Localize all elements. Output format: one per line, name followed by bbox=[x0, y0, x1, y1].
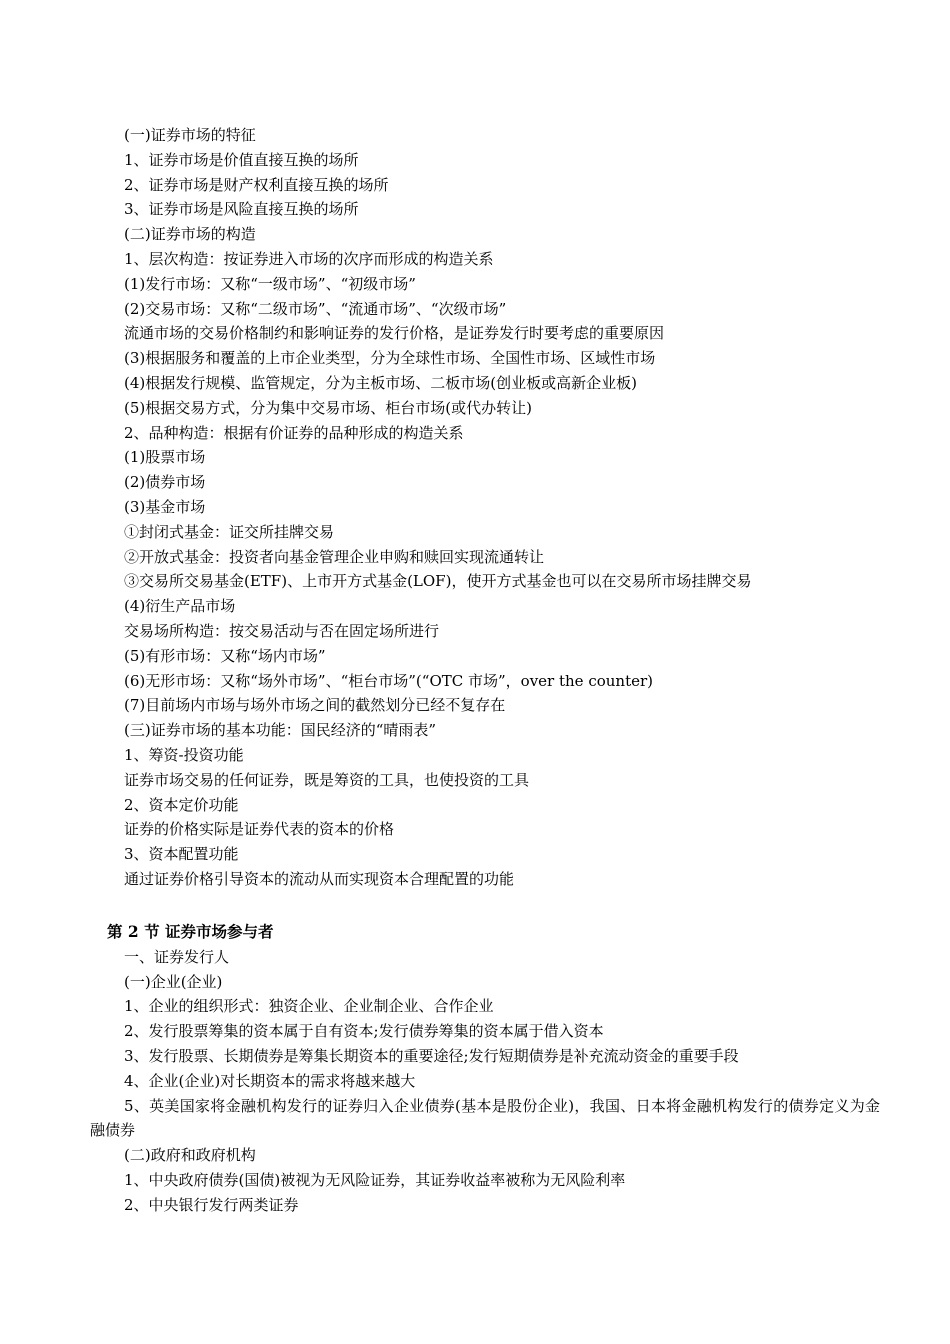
text-line: (2)债券市场 bbox=[124, 473, 206, 492]
text-line: 2、资本定价功能 bbox=[124, 795, 239, 814]
text-line: (4)根据发行规模、监管规定，分为主板市场、二板市场(创业板或高新企业板) bbox=[124, 373, 637, 392]
text-line: 3、证券市场是风险直接互换的场所 bbox=[124, 200, 359, 219]
text-line: 2、发行股票筹集的资本属于自有资本;发行债券筹集的资本属于借入资本 bbox=[124, 1022, 604, 1041]
text-line: (3)根据服务和覆盖的上市企业类型，分为全球性市场、全国性市场、区域性市场 bbox=[124, 349, 656, 368]
text-line: (2)交易市场：又称“二级市场”、“流通市场”、“次级市场” bbox=[124, 299, 507, 318]
text-line: ①封闭式基金：证交所挂牌交易 bbox=[124, 522, 335, 541]
text-line: (一)证券市场的特征 bbox=[124, 126, 256, 144]
text-line: (1)股票市场 bbox=[124, 448, 206, 467]
text-line: (一)企业(企业) bbox=[124, 972, 223, 991]
text-line: (7)目前场内市场与场外市场之间的截然划分已经不复存在 bbox=[124, 696, 506, 715]
text-line: (4)衍生产品市场 bbox=[124, 597, 236, 616]
text-line: (三)证券市场的基本功能：国民经济的“晴雨表” bbox=[124, 721, 437, 740]
text-line: 通过证券价格引导资本的流动从而实现资本合理配置的功能 bbox=[124, 869, 515, 888]
wrapped-paragraph: 5、英美国家将金融机构发行的证券归入企业债券(基本是股份企业)，我国、日本将金融机构发行的债券定义为金融债券 bbox=[90, 1096, 880, 1140]
text-line: 一、证券发行人 bbox=[124, 947, 230, 966]
text-line: 交易场所构造：按交易活动与否在固定场所进行 bbox=[124, 621, 440, 640]
text-line: 2、品种构造：根据有价证券的品种形成的构造关系 bbox=[124, 423, 464, 442]
section-market-structure bbox=[90, 123, 880, 892]
text-line: (5)有形市场：又称“场内市场” bbox=[124, 646, 326, 665]
text-line: 证券市场交易的任何证券，既是筹资的工具，也使投资的工具 bbox=[124, 770, 530, 789]
text-line: 2、证券市场是财产权利直接互换的场所 bbox=[124, 175, 389, 194]
text-line: 4、企业(企业)对长期资本的需求将越来越大 bbox=[124, 1071, 416, 1090]
text-line: (5)根据交易方式，分为集中交易市场、柜台市场(或代办转让) bbox=[124, 398, 532, 417]
text-line: 1、筹资-投资功能 bbox=[124, 745, 244, 764]
text-line: 1、中央政府债券(国债)被视为无风险证券，其证券收益率被称为无风险利率 bbox=[124, 1170, 626, 1189]
section-heading: 第 2 节 证券市场参与者 bbox=[107, 922, 274, 941]
text-line: 1、企业的组织形式：独资企业、企业制企业、合作企业 bbox=[124, 997, 494, 1016]
text-line: (3)基金市场 bbox=[124, 497, 206, 516]
text-line: (二)政府和政府机构 bbox=[124, 1146, 256, 1165]
text-line: (二)证券市场的构造 bbox=[124, 225, 256, 244]
text-line: 证券的价格实际是证券代表的资本的价格 bbox=[124, 820, 395, 839]
text-line: 3、资本配置功能 bbox=[124, 845, 239, 864]
text-line: ③交易所交易基金(ETF)、上市开方式基金(LOF)，使开方式基金也可以在交易所市场挂牌交易 bbox=[124, 572, 752, 591]
text-line: (6)无形市场：又称“场外市场”、“柜台市场”(“OTC 市场”，over the counter) bbox=[124, 671, 653, 690]
section-participants bbox=[90, 920, 880, 1218]
text-line: 1、证券市场是价值直接互换的场所 bbox=[124, 150, 359, 169]
text-line: ②开放式基金：投资者向基金管理企业申购和赎回实现流通转让 bbox=[124, 547, 545, 566]
text-line: (1)发行市场：又称“一级市场”、“初级市场” bbox=[124, 274, 416, 293]
text-line: 2、中央银行发行两类证券 bbox=[124, 1195, 299, 1214]
text-line: 3、发行股票、长期债券是筹集长期资本的重要途径;发行短期债券是补充流动资金的重要手段 bbox=[124, 1046, 739, 1065]
text-line: 流通市场的交易价格制约和影响证券的发行价格，是证券发行时要考虑的重要原因 bbox=[124, 324, 665, 343]
text-line: 1、层次构造：按证券进入市场的次序而形成的构造关系 bbox=[124, 249, 494, 268]
